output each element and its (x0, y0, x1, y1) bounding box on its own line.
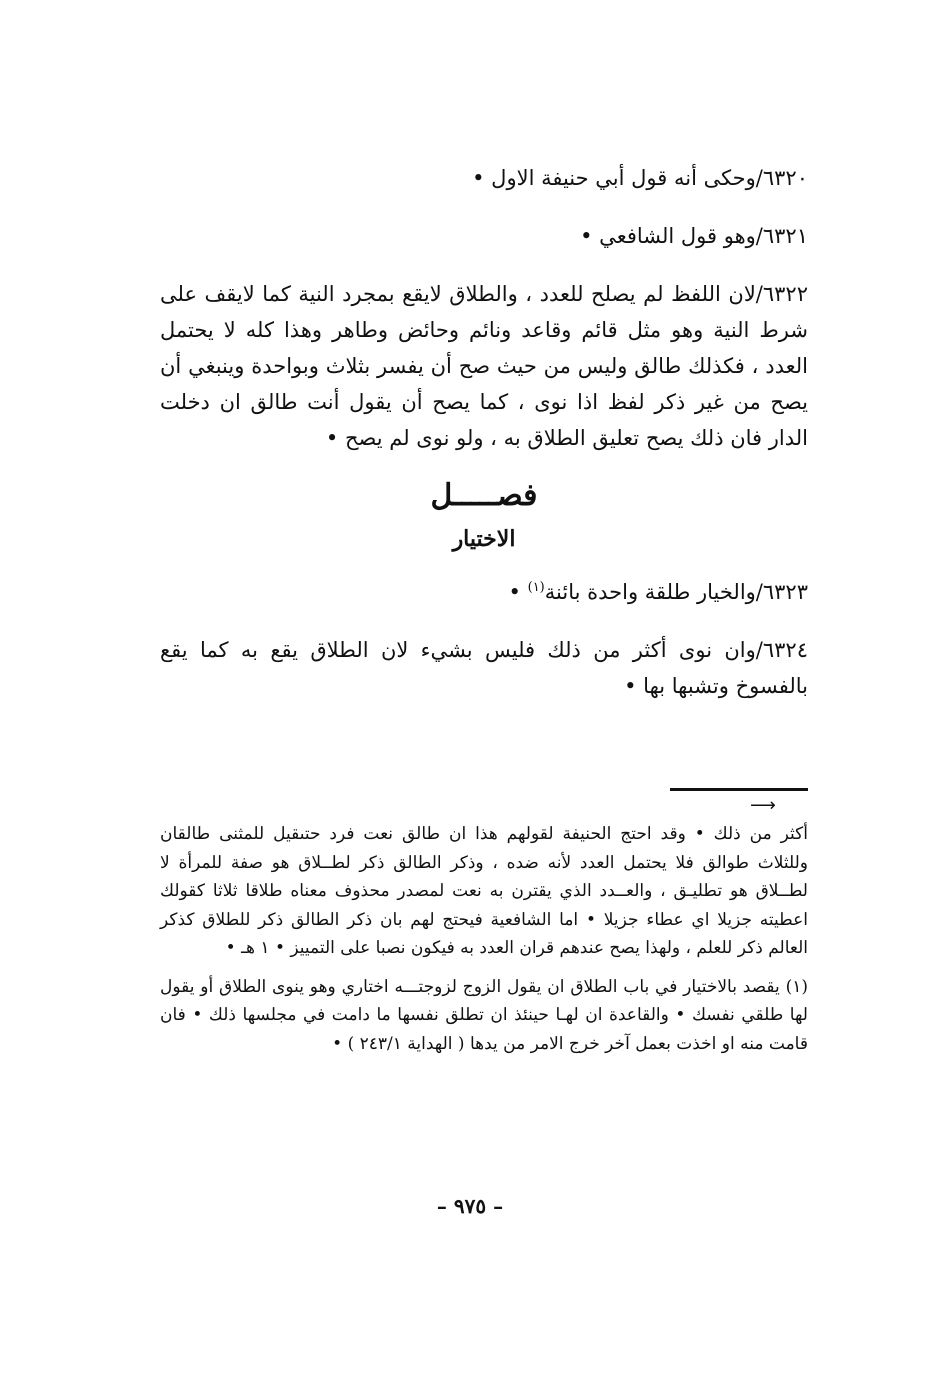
paragraph-6323 (160, 570, 808, 610)
paragraph-6322: ٦٣٢٢/لان اللفظ لم يصلح للعدد ، والطلاق لايقع بمجرد النية كما لايقف على شرط النية وهو مثل قائم وقاعد ونائم وحائض وطاهر وهذا كله لا يحتمل العدد ، فكذلك طالق وليس من حيث صح أن يفسر بثلاث وبواحدة وينبغي أن يصح من غير ذكر لفظ اذا نوى ، كما يصح أن يقول أنت طالق ان دخلت الدار فان ذلك يصح تعليق الطلاق به ، ولو نوى لم يصح • (160, 282, 808, 450)
paragraph-6323-end: • (508, 580, 528, 604)
paragraph-6320: ٦٣٢٠/وحكى أنه قول أبي حنيفة الاول • (472, 166, 808, 190)
paragraph-6323-text: ٦٣٢٣/والخيار طلقة واحدة بائنة (544, 580, 808, 604)
main-text (160, 160, 808, 718)
section-subheading: الاختيار (452, 526, 516, 552)
paragraph-6324: ٦٣٢٤/وان نوى أكثر من ذلك فليس بشيء لان الطلاق يقع به كما يقع بالفسوخ وتشبها بها • (160, 638, 808, 698)
section-heading: فصـــــل (430, 478, 538, 513)
footnote-ref: (١) (527, 580, 545, 595)
arrow-right-icon: ⟶ (750, 795, 776, 816)
paragraph-6321: ٦٣٢١/وهو قول الشافعي • (580, 224, 808, 248)
footnote-divider (670, 788, 808, 791)
footnotes (160, 820, 808, 1068)
footnote-continuation: أكثر من ذلك • وقد احتج الحنيفة لقولهم هذا ان طالق نعت فرد حتىقيل للمثنى طالقان وللثلاث طوالق فلا يحتمل العدد لأنه ضده ، وذكر الطالق ذكر لطــلاق هو صفة للمرأة لا لطــلاق هو تطليـق ، والعــدد الذي يقترن به نعت لمصدر محذوف معناه طلاقا ثلاثا كقولك اعطيته جزيلا اي عطاء جزيلا • اما الشافعية فيحتج لهم بان ذكر الطالق ذكر للطلاق كذكر العالم ذكر للعلم ، ولهذا يصح عندهم قران العدد به فيكون نصبا على التمييز • ١ هـ • (160, 824, 808, 958)
page-number: – ٩٧٥ – (436, 1194, 504, 1218)
footnote-1: (١) يقصد بالاختيار في باب الطلاق ان يقول الزوج لزوجتـــه اختاري وهو ينوى الطلاق أو يقول لها طلقي نفسك • والقاعدة ان لهـا حينئذ ان تطلق نفسها ما دامت في مجلسها ذلك • فان قامت منه او اخذت بعمل آخر خرج الامر من يدها ( الهداية ٢٤٣/١ ) • (160, 976, 808, 1054)
